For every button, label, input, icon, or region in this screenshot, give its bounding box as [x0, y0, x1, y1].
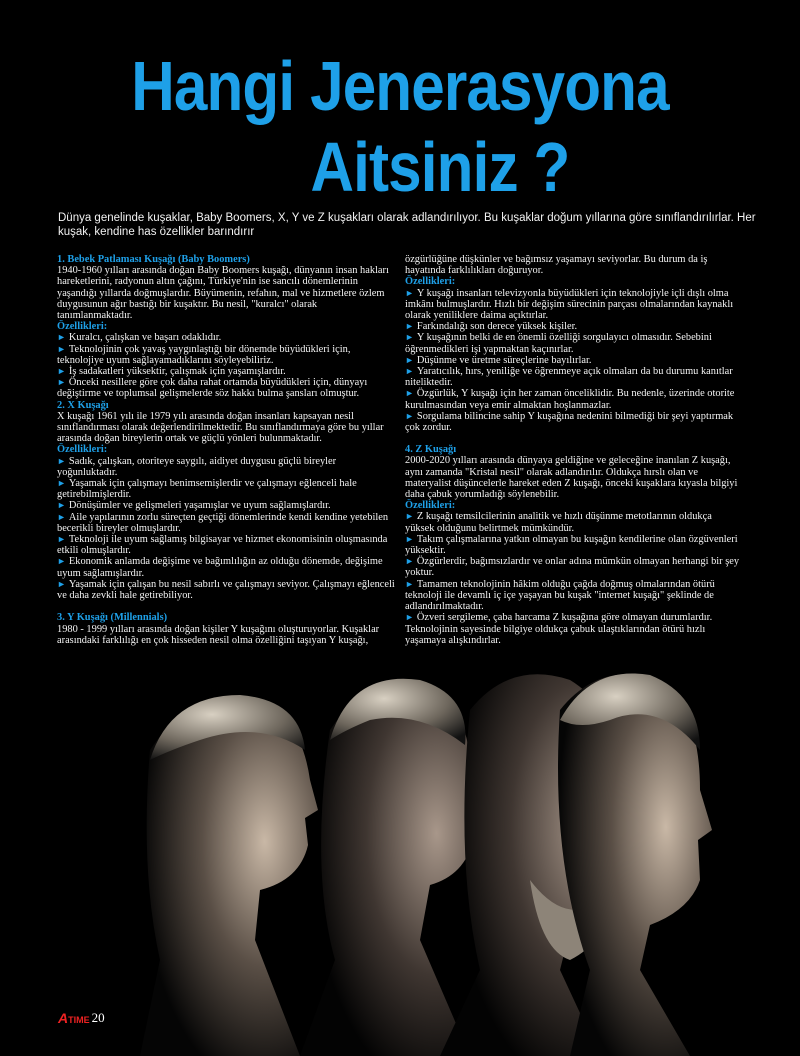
- page-number: 20: [91, 1010, 105, 1025]
- boy-silhouette: [300, 685, 482, 1056]
- section-4-bullet: ► Özveri sergileme, çaba harcama Z kuşağına göre olmayan durumlardır. Teknolojinin sayesinde bilgiye oldukça çabuk ulaştıklarından ötürü hızlı yaşamaya alışkındırlar.: [405, 612, 743, 646]
- page-title-line-2: Aitsiniz ?: [310, 128, 570, 206]
- intro-paragraph: Dünya genelinde kuşaklar, Baby Boomers, X, Y ve Z kuşakları olarak adlandırılıyor. Bu kuşaklar doğum yıllarına göre sınıflandırılırlar. Her kuşak, kendine has özellikler barındırır: [58, 212, 756, 238]
- section-1-body: 1940-1960 yılları arasında doğan Baby Boomers kuşağı, dünyanın insan hakları hareketlerini, radyonun altın çağını, Türkiye'nin ise sancılı dönemlerinin yaşandığı yıllarda doğmuşlardır. Büyümenin, refahın, mal ve hizmetlere özlem duygusunun ağır bastığı bir kuşaktır. Bu nesil, "kuralcı" olarak tanımlanmaktadır.: [57, 265, 389, 322]
- right-column: [405, 254, 743, 646]
- section-2-bullet: ► Yaşamak için çalışan bu nesil sabırlı ve çalışmayı seviyor. Çalışmayı eğlenceli ve daha zevkli hale getirebiliyor.: [57, 579, 395, 601]
- section-4-body: 2000-2020 yılları arasında dünyaya geldiğine ve geleceğine inanılan Z kuşağı, aynı zamanda "Kristal nesil" olarak adlandırılır. Oldukça hırslı olan ve materyalist düşüncelerle hareket eden Z kuşağı, önceki kuşaklara kıyasla bilgiyi daha çabuk yorumladığı söylenebilir.: [405, 455, 738, 501]
- section-4-bullet: ► Z kuşağı temsilcilerinin analitik ve hızlı düşünme metotlarının oldukça yüksek olduğunu belirtmek mümkündür.: [405, 511, 743, 533]
- section-3-heading: 3. Y Kuşağı (Millennials): [57, 612, 168, 624]
- section-2-features-label: Özellikleri:: [57, 444, 108, 456]
- section-3-body: 1980 - 1999 yılları arasında doğan kişiler Y kuşağını oluşturuyorlar. Kuşaklar arasındaki farklılığı en çok hisseden nesil olma özelliğini taşıyan Y kuşağı,: [57, 623, 380, 646]
- page-title-line-1: Hangi Jenerasyona: [131, 47, 669, 125]
- page-footer: [58, 1010, 105, 1026]
- section-2-bullet: ► Dönüşümler ve gelişmeleri yaşamışlar ve uyum sağlamışlardır.: [57, 500, 395, 511]
- section-3-bullet: ► Y kuşağının belki de en önemli özelliği sorgulayıcı olmasıdır. Sebebini öğrenmedikleri işi yapmaktan kaçınırlar.: [405, 332, 743, 354]
- section-3-bullet: ► Özgürlük, Y kuşağı için her zaman önceliklidir. Bu nedenle, üzerinde otorite kurulmasından veya emir almaktan hoşlanmazlar.: [405, 388, 743, 410]
- section-3-bullet: ► Sorgulama bilincine sahip Y kuşağına nedenini bilmediği bir şeyi yaptırmak çok zordur.: [405, 411, 743, 433]
- section-2-heading: 2. X Kuşağı: [57, 399, 109, 411]
- generations-silhouettes-photo: [0, 640, 800, 1056]
- section-1-bullet: ► İş sadakatleri yüksektir, çalışmak için yaşamışlardır.: [57, 366, 395, 377]
- section-3-features-label: Özellikleri:: [405, 276, 456, 288]
- section-2-bullet: ► Teknoloji ile uyum sağlamış bilgisayar ve hizmet ekonomisinin oluşmasında etkili olmuşlardır.: [57, 534, 395, 556]
- section-1-bullet: ► Kuralcı, çalışkan ve başarı odaklıdır.: [57, 332, 395, 343]
- section-2-bullet: ► Sadık, çalışkan, otoriteye saygılı, aidiyet duygusu güçlü bireyler yoğunluktadır.: [57, 456, 395, 478]
- section-4-features-label: Özellikleri:: [405, 500, 456, 512]
- section-4-heading: 4. Z Kuşağı: [405, 444, 457, 456]
- section-1-features-label: Özellikleri:: [57, 321, 108, 333]
- section-1-heading: 1. Bebek Patlaması Kuşağı (Baby Boomers): [57, 254, 250, 265]
- section-1-bullet: ► Teknolojinin çok yavaş yaygınlaştığı bir dönemde büyüdükleri için, teknolojiye uyum sağlayamadıklarını söyleyebiliriz.: [57, 344, 395, 366]
- left-column: [57, 254, 395, 646]
- section-4-bullet: ► Takım çalışmalarına yatkın olmayan bu kuşağın kendilerine olan özgüvenleri yüksektir.: [405, 534, 743, 556]
- section-2-body: X kuşağı 1961 yılı ile 1979 yılı arasında doğan insanları kapsayan nesil sınıflandırması olarak değerlendirilmektedir. Bu sınıflandırmaya göre bu yıllar arasında doğan bireylerin ortak ve güçlü yönleri bulunmaktadır.: [57, 410, 384, 445]
- section-2-bullet: ► Aile yapılarının zorlu süreçten geçtiği dönemlerinde kendi kendine yetebilen becerikli bireyler olmuşlardır.: [57, 512, 395, 534]
- section-4-bullet: ► Özgürlerdir, bağımsızlardır ve onlar adına mümkün olmayan herhangi bir şey yoktur.: [405, 556, 743, 578]
- section-3-bullet: ► Yaratıcılık, hırs, yeniliğe ve öğrenmeye açık olmaları da bu durumu kanıtlar niteliktedir.: [405, 366, 743, 388]
- section-3-bullet: ► Düşünme ve üretme süreçlerine bayılırlar.: [405, 355, 743, 366]
- section-2-bullet: ► Ekonomik anlamda değişime ve bağımlılığın az olduğu dönemde, değişime uyum sağlamışlardır.: [57, 556, 395, 578]
- section-1-bullet: ► Önceki nesillere göre çok daha rahat ortamda büyüdükleri için, dünyayı değiştirme ve toplumsal gelişmelerde söz hakkı bulma şansları olmuştur.: [57, 377, 395, 399]
- section-3-body-continued: özgürlüğüne düşkünler ve bağımsız yaşamayı seviyorlar. Bu durum da iş hayatında farklılıkları doğuruyor.: [405, 254, 708, 277]
- section-3-bullet: ► Y kuşağı insanları televizyonla büyüdükleri için teknolojiyle içli dışlı olma imkânı bulmuşlardır. Hızlı bir değişim sürecinin parçası olmalarından kaynaklı olarak yeniliklere daima açıktırlar.: [405, 288, 743, 322]
- section-2-bullet: ► Yaşamak için çalışmayı benimsemişlerdir ve çalışmayı eğlenceli hale getirebilmişlerdir.: [57, 478, 395, 500]
- section-4-bullet: ► Tamamen teknolojinin hâkim olduğu çağda doğmuş olmalarından ötürü teknoloji ile devamlı iç içe yaşayan bu kuşak "internet kuşağı" şeklinde de adlandırılmaktadır.: [405, 579, 743, 613]
- section-3-bullet: ► Farkındalığı son derece yüksek kişiler.: [405, 321, 743, 332]
- magazine-logo: ATIME: [58, 1010, 90, 1026]
